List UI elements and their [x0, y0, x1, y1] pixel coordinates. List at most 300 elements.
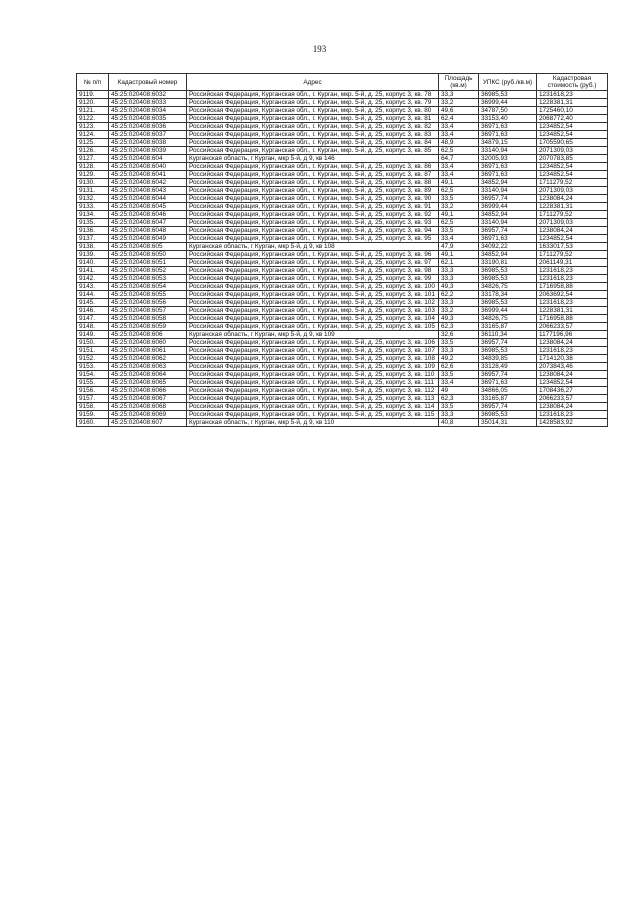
upks-cell: 32005,93 — [479, 155, 537, 163]
upks-cell: 34852,94 — [479, 179, 537, 187]
upks-cell: 36957,74 — [479, 403, 537, 411]
table-row — [77, 219, 608, 227]
cadastral-number-cell: 45:25:020408:6045 — [109, 203, 187, 211]
area-cell: 62,5 — [439, 187, 479, 195]
area-cell: 33,3 — [439, 299, 479, 307]
row-number-cell: 9147. — [77, 315, 109, 323]
area-cell: 62,2 — [439, 291, 479, 299]
area-cell: 33,5 — [439, 371, 479, 379]
address-cell: Российская Федерация, Курганская обл., г. Курган, мкр. 5-й, д. 25, корпус 3, кв. 86 — [187, 163, 439, 171]
upks-cell: 33178,34 — [479, 291, 537, 299]
table-row — [77, 115, 608, 123]
cadastral-cost-cell: 2073843,46 — [537, 363, 608, 371]
upks-cell: 36985,53 — [479, 91, 537, 99]
row-number-cell: 9135. — [77, 219, 109, 227]
cadastral-cost-cell: 1711279,52 — [537, 211, 608, 219]
row-number-cell: 9142. — [77, 275, 109, 283]
table-row — [77, 267, 608, 275]
address-cell: Российская Федерация, Курганская обл., г. Курган, мкр. 5-й, д. 25, корпус 3, кв. 82 — [187, 123, 439, 131]
upks-cell: 34839,85 — [479, 355, 537, 363]
table-row — [77, 147, 608, 155]
address-cell: Российская Федерация, Курганская обл., г. Курган, мкр. 5-й, д. 25, корпус 3, кв. 87 — [187, 171, 439, 179]
row-number-cell: 9160. — [77, 419, 109, 427]
address-cell: Российская Федерация, Курганская обл., г. Курган, мкр. 5-й, д. 25, корпус 3, кв. 83 — [187, 131, 439, 139]
area-cell: 33,5 — [439, 403, 479, 411]
cadastral-value-table — [76, 73, 608, 427]
upks-cell: 36957,74 — [479, 339, 537, 347]
cadastral-number-cell: 45:25:020408:6061 — [109, 347, 187, 355]
cadastral-number-cell: 45:25:020408:6059 — [109, 323, 187, 331]
area-cell: 49,3 — [439, 283, 479, 291]
cadastral-number-cell: 45:25:020408:6069 — [109, 411, 187, 419]
address-cell: Российская Федерация, Курганская обл., г. Курган, мкр. 5-й, д. 25, корпус 3, кв. 89 — [187, 187, 439, 195]
cadastral-cost-cell: 1231618,23 — [537, 275, 608, 283]
address-cell: Российская Федерация, Курганская обл., г. Курган, мкр. 5-й, д. 25, корпус 3, кв. 99 — [187, 275, 439, 283]
cadastral-cost-cell: 1238084,24 — [537, 371, 608, 379]
table-row — [77, 419, 608, 427]
area-cell: 49,3 — [439, 315, 479, 323]
table-row — [77, 307, 608, 315]
cadastral-number-cell: 45:25:020408:6050 — [109, 251, 187, 259]
address-cell: Российская Федерация, Курганская обл., г. Курган, мкр. 5-й, д. 25, корпус 3, кв. 91 — [187, 203, 439, 211]
cadastral-cost-cell: 1716958,88 — [537, 283, 608, 291]
upks-cell: 34866,05 — [479, 387, 537, 395]
row-number-cell: 9129. — [77, 171, 109, 179]
header-cadastral-number: Кадастровый номер — [109, 74, 187, 91]
cadastral-number-cell: 45:25:020408:6066 — [109, 387, 187, 395]
cadastral-number-cell: 45:25:020408:6051 — [109, 259, 187, 267]
cadastral-cost-cell: 1234852,54 — [537, 131, 608, 139]
address-cell: Российская Федерация, Курганская обл., г. Курган, мкр. 5-й, д. 25, корпус 3, кв. 114 — [187, 403, 439, 411]
row-number-cell: 9137. — [77, 235, 109, 243]
header-num: № п/п — [77, 74, 109, 91]
cadastral-number-cell: 45:25:020408:6035 — [109, 115, 187, 123]
table-row — [77, 171, 608, 179]
address-cell: Российская Федерация, Курганская обл., г. Курган, мкр. 5-й, д. 25, корпус 3, кв. 80 — [187, 107, 439, 115]
cadastral-number-cell: 45:25:020408:6034 — [109, 107, 187, 115]
table-row — [77, 91, 608, 99]
cadastral-cost-cell: 2068772,40 — [537, 115, 608, 123]
upks-cell: 34852,94 — [479, 211, 537, 219]
upks-cell: 36971,63 — [479, 235, 537, 243]
table-row — [77, 243, 608, 251]
address-cell: Российская Федерация, Курганская обл., г. Курган, мкр. 5-й, д. 25, корпус 3, кв. 81 — [187, 115, 439, 123]
row-number-cell: 9124. — [77, 131, 109, 139]
cadastral-number-cell: 45:25:020408:605 — [109, 243, 187, 251]
cadastral-cost-cell: 1228381,31 — [537, 99, 608, 107]
table-row — [77, 379, 608, 387]
table-row — [77, 139, 608, 147]
table-row — [77, 259, 608, 267]
row-number-cell: 9139. — [77, 251, 109, 259]
cadastral-cost-cell: 1716958,88 — [537, 315, 608, 323]
cadastral-number-cell: 45:25:020408:6032 — [109, 91, 187, 99]
area-cell: 40,8 — [439, 419, 479, 427]
table-row — [77, 411, 608, 419]
address-cell: Российская Федерация, Курганская обл., г. Курган, мкр. 5-й, д. 25, корпус 3, кв. 84 — [187, 139, 439, 147]
row-number-cell: 9157. — [77, 395, 109, 403]
cadastral-number-cell: 45:25:020408:6054 — [109, 283, 187, 291]
address-cell: Российская Федерация, Курганская обл., г. Курган, мкр. 5-й, д. 25, корпус 3, кв. 115 — [187, 411, 439, 419]
address-cell: Курганская область, г Курган, мкр 5-й, д 9, кв 109 — [187, 331, 439, 339]
table-row — [77, 251, 608, 259]
upks-cell: 33140,94 — [479, 187, 537, 195]
upks-cell: 34879,15 — [479, 139, 537, 147]
cadastral-number-cell: 45:25:020408:6043 — [109, 187, 187, 195]
cadastral-cost-cell: 1234852,54 — [537, 163, 608, 171]
area-cell: 48,9 — [439, 139, 479, 147]
table-row — [77, 187, 608, 195]
upks-cell: 36985,53 — [479, 267, 537, 275]
row-number-cell: 9150. — [77, 339, 109, 347]
area-cell: 33,2 — [439, 99, 479, 107]
cadastral-cost-cell: 1428583,92 — [537, 419, 608, 427]
cadastral-number-cell: 45:25:020408:6037 — [109, 131, 187, 139]
area-cell: 32,6 — [439, 331, 479, 339]
row-number-cell: 9132. — [77, 195, 109, 203]
cadastral-cost-cell: 1238084,24 — [537, 227, 608, 235]
table-body — [77, 91, 608, 427]
table-row — [77, 179, 608, 187]
cadastral-number-cell: 45:25:020408:6062 — [109, 355, 187, 363]
address-cell: Российская Федерация, Курганская обл., г. Курган, мкр. 5-й, д. 25, корпус 3, кв. 111 — [187, 379, 439, 387]
address-cell: Российская Федерация, Курганская обл., г. Курган, мкр. 5-й, д. 25, корпус 3, кв. 113 — [187, 395, 439, 403]
cadastral-number-cell: 45:25:020408:6068 — [109, 403, 187, 411]
page-number: 193 — [312, 44, 327, 54]
area-cell: 62,4 — [439, 115, 479, 123]
upks-cell: 36999,44 — [479, 99, 537, 107]
row-number-cell: 9140. — [77, 259, 109, 267]
address-cell: Российская Федерация, Курганская обл., г. Курган, мкр. 5-й, д. 25, корпус 3, кв. 92 — [187, 211, 439, 219]
table-row — [77, 331, 608, 339]
address-cell: Российская Федерация, Курганская обл., г. Курган, мкр. 5-й, д. 25, корпус 3, кв. 108 — [187, 355, 439, 363]
upks-cell: 34092,22 — [479, 243, 537, 251]
cadastral-number-cell: 45:25:020408:604 — [109, 155, 187, 163]
upks-cell: 36971,63 — [479, 131, 537, 139]
cadastral-number-cell: 45:25:020408:6048 — [109, 227, 187, 235]
row-number-cell: 9125. — [77, 139, 109, 147]
cadastral-number-cell: 45:25:020408:6053 — [109, 275, 187, 283]
area-cell: 49,1 — [439, 251, 479, 259]
upks-cell: 33128,49 — [479, 363, 537, 371]
cadastral-cost-cell: 1238084,24 — [537, 195, 608, 203]
row-number-cell: 9128. — [77, 163, 109, 171]
address-cell: Российская Федерация, Курганская обл., г. Курган, мкр. 5-й, д. 25, корпус 3, кв. 110 — [187, 371, 439, 379]
address-cell: Российская Федерация, Курганская обл., г. Курган, мкр. 5-й, д. 25, корпус 3, кв. 100 — [187, 283, 439, 291]
table-row — [77, 155, 608, 163]
cadastral-number-cell: 45:25:020408:6041 — [109, 171, 187, 179]
upks-cell: 36971,63 — [479, 123, 537, 131]
area-cell: 33,5 — [439, 195, 479, 203]
upks-cell: 34787,50 — [479, 107, 537, 115]
address-cell: Российская Федерация, Курганская обл., г. Курган, мкр. 5-й, д. 25, корпус 3, кв. 104 — [187, 315, 439, 323]
row-number-cell: 9145. — [77, 299, 109, 307]
cadastral-number-cell: 45:25:020408:6036 — [109, 123, 187, 131]
upks-cell: 36999,44 — [479, 307, 537, 315]
row-number-cell: 9138. — [77, 243, 109, 251]
cadastral-cost-cell: 2071309,03 — [537, 147, 608, 155]
cadastral-cost-cell: 1633017,53 — [537, 243, 608, 251]
row-number-cell: 9148. — [77, 323, 109, 331]
cadastral-number-cell: 45:25:020408:6065 — [109, 379, 187, 387]
table-row — [77, 363, 608, 371]
area-cell: 33,5 — [439, 339, 479, 347]
address-cell: Российская Федерация, Курганская обл., г. Курган, мкр. 5-й, д. 25, корпус 3, кв. 107 — [187, 347, 439, 355]
table-row — [77, 211, 608, 219]
table-row — [77, 323, 608, 331]
area-cell: 49 — [439, 387, 479, 395]
row-number-cell: 9152. — [77, 355, 109, 363]
table-row — [77, 371, 608, 379]
row-number-cell: 9143. — [77, 283, 109, 291]
cadastral-cost-cell: 2071309,03 — [537, 219, 608, 227]
address-cell: Российская Федерация, Курганская обл., г. Курган, мкр. 5-й, д. 25, корпус 3, кв. 102 — [187, 299, 439, 307]
address-cell: Российская Федерация, Курганская обл., г. Курган, мкр. 5-й, д. 25, корпус 3, кв. 101 — [187, 291, 439, 299]
address-cell: Российская Федерация, Курганская обл., г. Курган, мкр. 5-й, д. 25, корпус 3, кв. 109 — [187, 363, 439, 371]
area-cell: 49,6 — [439, 107, 479, 115]
cadastral-cost-cell: 2063692,54 — [537, 291, 608, 299]
cadastral-cost-cell: 2070783,85 — [537, 155, 608, 163]
area-cell: 33,2 — [439, 203, 479, 211]
address-cell: Российская Федерация, Курганская обл., г. Курган, мкр. 5-й, д. 25, корпус 3, кв. 97 — [187, 259, 439, 267]
cadastral-cost-cell: 1234852,54 — [537, 379, 608, 387]
area-cell: 49,1 — [439, 179, 479, 187]
address-cell: Российская Федерация, Курганская обл., г. Курган, мкр. 5-й, д. 25, корпус 3, кв. 98 — [187, 267, 439, 275]
upks-cell: 33165,87 — [479, 323, 537, 331]
table-row — [77, 395, 608, 403]
upks-cell: 33140,94 — [479, 147, 537, 155]
table-row — [77, 131, 608, 139]
cadastral-number-cell: 45:25:020408:6056 — [109, 299, 187, 307]
cadastral-cost-cell: 2066233,57 — [537, 395, 608, 403]
address-cell: Курганская область, г Курган, мкр 5-й, д 9, кв 110 — [187, 419, 439, 427]
area-cell: 33,4 — [439, 171, 479, 179]
cadastral-cost-cell: 1177196,96 — [537, 331, 608, 339]
cadastral-cost-cell: 1234852,54 — [537, 171, 608, 179]
address-cell: Российская Федерация, Курганская обл., г. Курган, мкр. 5-й, д. 25, корпус 3, кв. 90 — [187, 195, 439, 203]
table-row — [77, 291, 608, 299]
area-cell: 62,5 — [439, 147, 479, 155]
row-number-cell: 9141. — [77, 267, 109, 275]
row-number-cell: 9120. — [77, 99, 109, 107]
cadastral-cost-cell: 1231618,23 — [537, 91, 608, 99]
area-cell: 33,3 — [439, 411, 479, 419]
area-cell: 33,4 — [439, 163, 479, 171]
address-cell: Российская Федерация, Курганская обл., г. Курган, мкр. 5-й, д. 25, корпус 3, кв. 79 — [187, 99, 439, 107]
table-row — [77, 227, 608, 235]
upks-cell: 33153,40 — [479, 115, 537, 123]
header-address: Адрес — [187, 74, 439, 91]
cadastral-number-cell: 45:25:020408:6033 — [109, 99, 187, 107]
address-cell: Российская Федерация, Курганская обл., г. Курган, мкр. 5-й, д. 25, корпус 3, кв. 96 — [187, 251, 439, 259]
area-cell: 33,4 — [439, 235, 479, 243]
table-row — [77, 299, 608, 307]
cadastral-cost-cell: 1228381,31 — [537, 203, 608, 211]
table-row — [77, 283, 608, 291]
cadastral-number-cell: 45:25:020408:6064 — [109, 371, 187, 379]
header-area: Площадь (кв.м) — [439, 74, 479, 91]
cadastral-number-cell: 45:25:020408:6052 — [109, 267, 187, 275]
row-number-cell: 9119. — [77, 91, 109, 99]
upks-cell: 34826,75 — [479, 315, 537, 323]
cadastral-cost-cell: 1234852,54 — [537, 235, 608, 243]
cadastral-cost-cell: 1714120,38 — [537, 355, 608, 363]
cadastral-number-cell: 45:25:020408:6057 — [109, 307, 187, 315]
address-cell: Российская Федерация, Курганская обл., г. Курган, мкр. 5-й, д. 25, корпус 3, кв. 95 — [187, 235, 439, 243]
table-row — [77, 347, 608, 355]
area-cell: 62,3 — [439, 395, 479, 403]
table-row — [77, 403, 608, 411]
row-number-cell: 9122. — [77, 115, 109, 123]
cadastral-number-cell: 45:25:020408:6042 — [109, 179, 187, 187]
row-number-cell: 9156. — [77, 387, 109, 395]
row-number-cell: 9131. — [77, 187, 109, 195]
cadastral-number-cell: 45:25:020408:6046 — [109, 211, 187, 219]
cadastral-number-cell: 45:25:020408:6060 — [109, 339, 187, 347]
row-number-cell: 9144. — [77, 291, 109, 299]
cadastral-number-cell: 45:25:020408:6038 — [109, 139, 187, 147]
upks-cell: 33190,81 — [479, 259, 537, 267]
table-row — [77, 315, 608, 323]
area-cell: 62,1 — [439, 259, 479, 267]
address-cell: Российская Федерация, Курганская обл., г. Курган, мкр. 5-й, д. 25, корпус 3, кв. 112 — [187, 387, 439, 395]
area-cell: 33,4 — [439, 131, 479, 139]
area-cell: 33,5 — [439, 227, 479, 235]
row-number-cell: 9155. — [77, 379, 109, 387]
upks-cell: 33140,94 — [479, 219, 537, 227]
address-cell: Курганская область, г Курган, мкр 5-й, д 9, кв 108 — [187, 243, 439, 251]
row-number-cell: 9158. — [77, 403, 109, 411]
row-number-cell: 9146. — [77, 307, 109, 315]
area-cell: 33,4 — [439, 379, 479, 387]
row-number-cell: 9134. — [77, 211, 109, 219]
cadastral-number-cell: 45:25:020408:6063 — [109, 363, 187, 371]
upks-cell: 36971,63 — [479, 163, 537, 171]
address-cell: Российская Федерация, Курганская обл., г. Курган, мкр. 5-й, д. 25, корпус 3, кв. 93 — [187, 219, 439, 227]
table-row — [77, 195, 608, 203]
cadastral-cost-cell: 1711279,52 — [537, 179, 608, 187]
table-row — [77, 275, 608, 283]
row-number-cell: 9136. — [77, 227, 109, 235]
area-cell: 49,2 — [439, 355, 479, 363]
header-cadastral-cost: Кадастровая стоимость (руб.) — [537, 74, 608, 91]
cadastral-cost-cell: 2071309,03 — [537, 187, 608, 195]
cadastral-cost-cell: 1238084,24 — [537, 339, 608, 347]
upks-cell: 36999,44 — [479, 203, 537, 211]
upks-cell: 36985,53 — [479, 411, 537, 419]
table-row — [77, 235, 608, 243]
header-upks: УПКС (руб./кв.м) — [479, 74, 537, 91]
row-number-cell: 9154. — [77, 371, 109, 379]
row-number-cell: 9151. — [77, 347, 109, 355]
table-row — [77, 99, 608, 107]
cadastral-cost-cell: 1228381,31 — [537, 307, 608, 315]
upks-cell: 33165,87 — [479, 395, 537, 403]
address-cell: Курганская область, г Курган, мкр 5-й, д 9, кв 146 — [187, 155, 439, 163]
area-cell: 49,1 — [439, 211, 479, 219]
table-row — [77, 123, 608, 131]
cadastral-number-cell: 45:25:020408:6067 — [109, 395, 187, 403]
cadastral-number-cell: 45:25:020408:6039 — [109, 147, 187, 155]
cadastral-cost-cell: 1711279,52 — [537, 251, 608, 259]
cadastral-number-cell: 45:25:020408:606 — [109, 331, 187, 339]
row-number-cell: 9123. — [77, 123, 109, 131]
upks-cell: 36971,63 — [479, 379, 537, 387]
table-row — [77, 107, 608, 115]
address-cell: Российская Федерация, Курганская обл., г. Курган, мкр. 5-й, д. 25, корпус 3, кв. 78 — [187, 91, 439, 99]
cadastral-number-cell: 45:25:020408:6040 — [109, 163, 187, 171]
row-number-cell: 9121. — [77, 107, 109, 115]
row-number-cell: 9153. — [77, 363, 109, 371]
area-cell: 33,4 — [439, 123, 479, 131]
table-row — [77, 163, 608, 171]
upks-cell: 36957,74 — [479, 227, 537, 235]
row-number-cell: 9126. — [77, 147, 109, 155]
cadastral-number-cell: 45:25:020408:607 — [109, 419, 187, 427]
area-cell: 33,3 — [439, 275, 479, 283]
cadastral-cost-cell: 2066233,57 — [537, 323, 608, 331]
upks-cell: 36985,53 — [479, 347, 537, 355]
upks-cell: 34852,94 — [479, 251, 537, 259]
table-header-row — [77, 74, 608, 91]
upks-cell: 36957,74 — [479, 195, 537, 203]
cadastral-number-cell: 45:25:020408:6049 — [109, 235, 187, 243]
cadastral-cost-cell: 1725460,10 — [537, 107, 608, 115]
cadastral-cost-cell: 1234852,54 — [537, 123, 608, 131]
area-cell: 33,3 — [439, 267, 479, 275]
address-cell: Российская Федерация, Курганская обл., г. Курган, мкр. 5-й, д. 25, корпус 3, кв. 105 — [187, 323, 439, 331]
area-cell: 33,2 — [439, 307, 479, 315]
cadastral-number-cell: 45:25:020408:6055 — [109, 291, 187, 299]
area-cell: 62,6 — [439, 363, 479, 371]
row-number-cell: 9159. — [77, 411, 109, 419]
area-cell: 33,3 — [439, 347, 479, 355]
cadastral-number-cell: 45:25:020408:6044 — [109, 195, 187, 203]
upks-cell: 36985,53 — [479, 299, 537, 307]
area-cell: 47,9 — [439, 243, 479, 251]
upks-cell: 36971,63 — [479, 171, 537, 179]
area-cell: 62,5 — [439, 219, 479, 227]
row-number-cell: 9130. — [77, 179, 109, 187]
address-cell: Российская Федерация, Курганская обл., г. Курган, мкр. 5-й, д. 25, корпус 3, кв. 88 — [187, 179, 439, 187]
table-row — [77, 387, 608, 395]
upks-cell: 36985,53 — [479, 275, 537, 283]
upks-cell: 36957,74 — [479, 371, 537, 379]
cadastral-cost-cell: 1231618,23 — [537, 267, 608, 275]
cadastral-cost-cell: 1705590,65 — [537, 139, 608, 147]
cadastral-cost-cell: 1231618,23 — [537, 299, 608, 307]
cadastral-cost-cell: 2061149,31 — [537, 259, 608, 267]
upks-cell: 34826,75 — [479, 283, 537, 291]
address-cell: Российская Федерация, Курганская обл., г. Курган, мкр. 5-й, д. 25, корпус 3, кв. 103 — [187, 307, 439, 315]
cadastral-number-cell: 45:25:020408:6058 — [109, 315, 187, 323]
cadastral-cost-cell: 1238084,24 — [537, 403, 608, 411]
table-row — [77, 339, 608, 347]
table-row — [77, 203, 608, 211]
address-cell: Российская Федерация, Курганская обл., г. Курган, мкр. 5-й, д. 25, корпус 3, кв. 94 — [187, 227, 439, 235]
table-row — [77, 355, 608, 363]
cadastral-cost-cell: 1231618,23 — [537, 411, 608, 419]
area-cell: 64,7 — [439, 155, 479, 163]
area-cell: 33,3 — [439, 91, 479, 99]
cadastral-cost-cell: 1231618,23 — [537, 347, 608, 355]
upks-cell: 35014,31 — [479, 419, 537, 427]
cadastral-cost-cell: 1708436,27 — [537, 387, 608, 395]
area-cell: 62,3 — [439, 323, 479, 331]
address-cell: Российская Федерация, Курганская обл., г. Курган, мкр. 5-й, д. 25, корпус 3, кв. 85 — [187, 147, 439, 155]
row-number-cell: 9149. — [77, 331, 109, 339]
row-number-cell: 9127. — [77, 155, 109, 163]
